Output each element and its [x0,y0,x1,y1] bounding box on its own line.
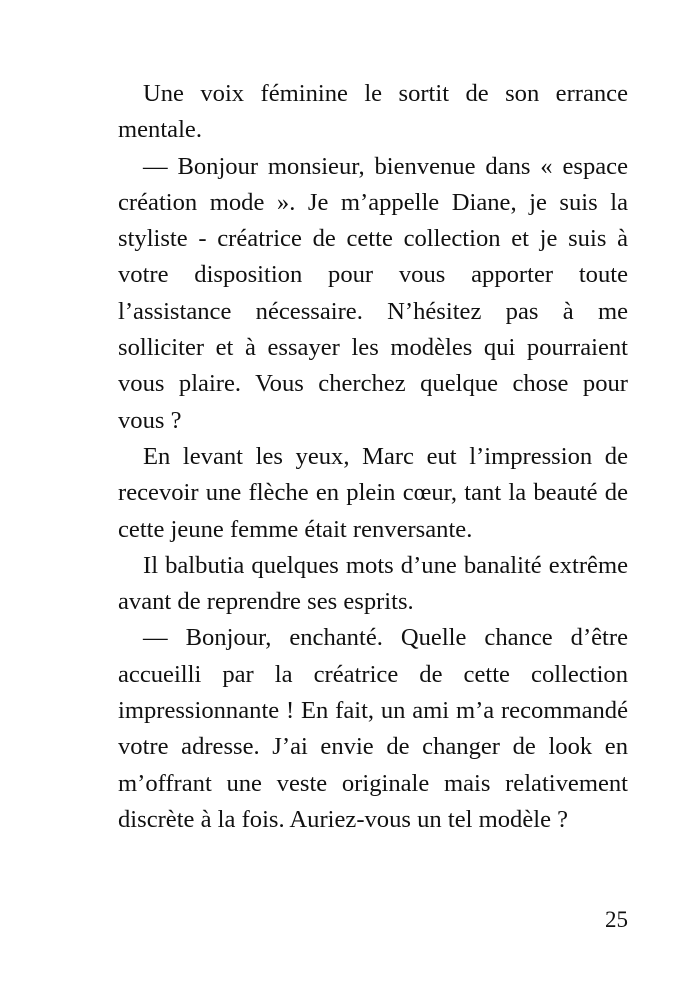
paragraph-5: — Bonjour, enchanté. Quelle chance d’être accueilli par la créatrice de cette collection impressionnante ! En fait, un ami m’a recommandé votre adresse. J’ai envie de changer de look en m’offrant une veste originale mais relativement discrète à la fois. Auriez-vous un tel modèle ? [118,624,628,833]
paragraph-1: Une voix féminine le sortit de son errance mentale. [118,80,628,144]
paragraph-4: Il balbutia quelques mots d’une banalité extrême avant de reprendre ses esprits. [118,551,628,616]
body-text [118,76,628,838]
page-number: 25 [605,907,628,932]
paragraph-2: — Bonjour monsieur, bienvenue dans « espace création mode ». Je m’appelle Diane, je suis la styliste - créatrice de cette collection et je suis à votre disposition pour vous apporter toute l’assistance nécessaire. N’hésitez pas à me solliciter et à essayer les modèles qui pourraient vous plaire. Vous cherchez quelque chose pour vous ? [118,152,628,434]
paragraph-3: En levant les yeux, Marc eut l’impression de recevoir une flèche en plein cœur, tant la beauté de cette jeune femme était renversante. [118,442,628,543]
